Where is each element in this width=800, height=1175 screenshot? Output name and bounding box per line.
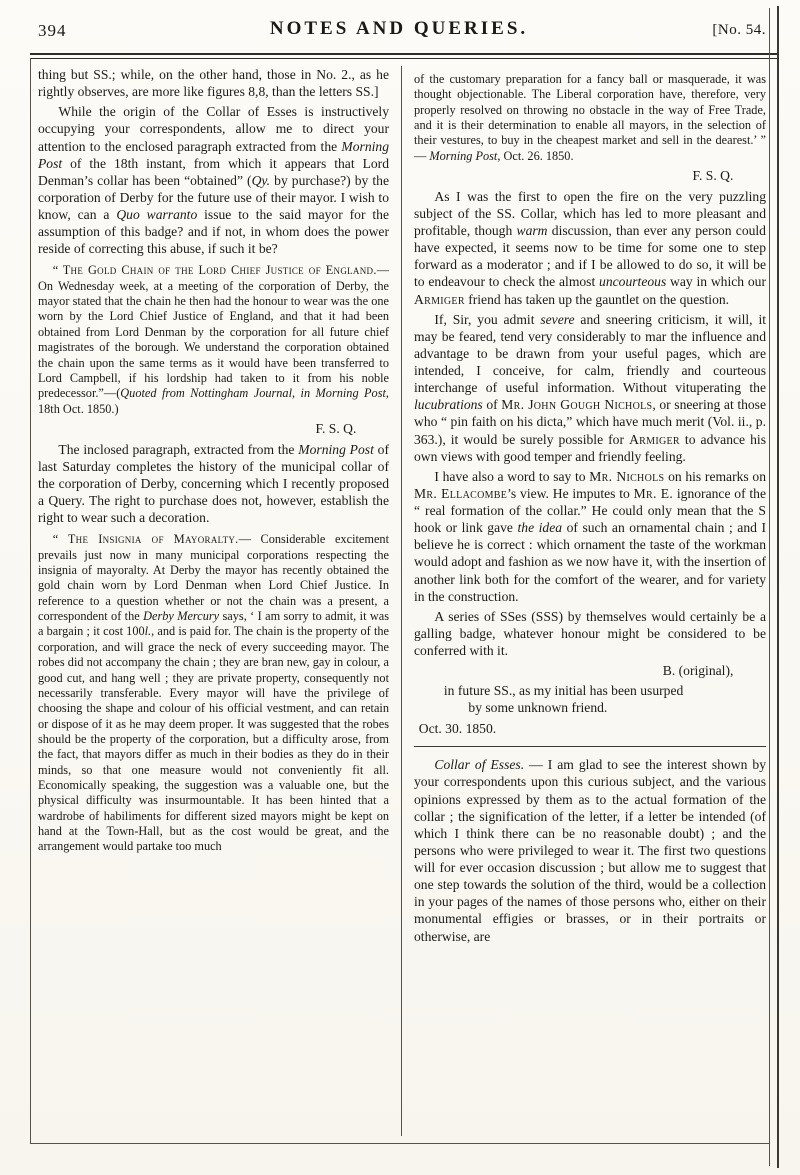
text-run: way in which our xyxy=(666,274,766,290)
text-run: to advance his own views with good temper and friendly feeling. xyxy=(414,431,766,464)
text-run: — I am glad to see the interest shown by your correspondents upon this curious subject, and the various opinions expressed by them as to the actual formation of the collar ; the signification of the letter, if a letter be intended (of which I think there can be no reasonable doubt) ; and the persons who were privileged to wear it. The first two questions will for ever occasion discussion ; but allow me to suggest that one step towards the solution of the third, would be a collection in your pages of the names of those persons who, either on their monumental effigies or brasses, or in their portraits or otherwise, are xyxy=(414,757,766,944)
smallcaps-name: Armiger xyxy=(629,431,680,447)
italic-text: Collar of Esses. xyxy=(434,757,525,773)
italic-text: the idea xyxy=(517,520,563,536)
signature xyxy=(38,420,389,438)
italic-text: Quo warranto xyxy=(116,207,198,222)
quoted-extract-continuation xyxy=(414,72,766,164)
text-run: and sneering criticism, it will, it may be feared, tend very considerably to mar the influence and advantage to be drawn from your useful pages, which are intended, I conceive, for calm, friendly and courteous interchange of useful information. Without vituperating the xyxy=(414,311,766,396)
text-run: “ xyxy=(52,532,68,547)
paragraph xyxy=(38,441,389,527)
italic-text: l. xyxy=(144,624,152,639)
italic-text: Morning Post xyxy=(298,441,374,457)
text-run: in future SS., as my initial has been usurped xyxy=(443,682,684,698)
text-run: , or sneering at those who “ pin faith on his dicta,” which have much merit (Vol. ii., p. 363.), it would be surely possible for xyxy=(414,397,767,447)
text-run: friend has taken up the gauntlet on the question. xyxy=(464,291,730,307)
text-run: of such an ornamental chain ; and I believe he is correct : which ornament the taste of the workman would adopt and fashion as we now have it, with the insertion of another link both for the comfort of the wearer, and for variety in the construction. xyxy=(414,520,766,604)
paragraph xyxy=(38,103,389,257)
text-run: Oct. 30. 1850. xyxy=(418,721,497,737)
text-run: by some unknown friend. xyxy=(468,700,608,715)
signature-continuation xyxy=(414,682,766,699)
smallcaps-name: The Insignia of Mayoralty. xyxy=(67,532,239,547)
italic-text: severe xyxy=(540,311,575,327)
italic-text: Quoted from Nottingham Journal, in Morning Post, xyxy=(120,386,389,401)
paragraph xyxy=(414,468,766,605)
text-run: of the customary preparation for a fancy ball or masquerade, it was thought objectionable. The Liberal corporation have, therefore, very properly resolved on throwing no obstacle in the way of Free Trade, and it is their determination to enable all mayors, in the selection of their vestures, to buy in the cheapest market and sell in the dearest.’ ” — xyxy=(414,72,766,163)
text-run: —On Wednesday week, at a meeting of the corporation of Derby, the mayor stated that the chain he then had the honour to wear was the one worn by the Lord Chief Justice of England, and that it had been obtained from Lord Denman by the corporation for all future chief magistrates of the borough. We understand the corporation obtained the chain upon the same terms as it would have been transferred to Lord Campbell, if his lordship had taken to it from his noble predecessor.”—( xyxy=(38,263,389,401)
text-run: ’s view. He imputes to xyxy=(507,485,634,501)
paragraph xyxy=(414,608,766,659)
smallcaps-name: Mr. E. xyxy=(633,485,674,501)
content-columns xyxy=(38,66,766,1138)
text-run: of xyxy=(482,397,502,413)
page-number: 394 xyxy=(38,21,67,40)
text-run: B. (original), xyxy=(662,663,734,679)
text-run: — Considerable excitement prevails just now in many municipal corporations respecting the insignia of mayoralty. At Derby the mayor has recently obtained the gold chain worn by Lord Denman when Lord Chief Justice. In reference to a question whether or not the chain was a present, a correspondent of the xyxy=(38,532,389,624)
italic-text: Morning Post, xyxy=(429,148,501,163)
text-run: As I was the first to open the fire on the very puzzling subject of the SS. Collar, which has led to more pleasant and profitable, though xyxy=(414,188,766,239)
italic-text: uncourteous xyxy=(599,274,667,290)
signature xyxy=(414,662,766,680)
text-run: ignorance of the “ real formation of the collar.” He could only mean that the S hook or link gave xyxy=(414,485,767,536)
text-run: While the origin of the Collar of Esses is instructively occupying your correspondents, allow me to direct your attention to the enclosed paragraph extracted from the xyxy=(38,104,389,154)
page-title: NOTES AND QUERIES. xyxy=(269,18,529,39)
text-run: F. S. Q. xyxy=(692,168,734,184)
italic-text: Morning Post xyxy=(38,138,389,171)
right-frame-rule-inner xyxy=(769,8,770,1166)
smallcaps-name: Mr. John Gough Nichols xyxy=(501,397,653,413)
column-divider xyxy=(401,66,402,1136)
text-run: I have also a word to say to xyxy=(434,468,590,484)
text-run: 18th Oct. 1850.) xyxy=(38,401,119,416)
text-run: issue to the said mayor for the assumption of this badge? and if not, in whom does the power reside of correcting this abuse, if such it be? xyxy=(38,207,389,257)
left-frame-rule xyxy=(30,58,31,1144)
header-rule xyxy=(30,53,777,59)
page-header xyxy=(30,16,768,48)
text-run: discussion, than ever any person could have expected, it seems now to be time for some one to step forward as a moderator ; and if I be allowed to do so, it will be to endeavour to check the almost xyxy=(414,223,766,290)
smallcaps-name: Armiger xyxy=(414,291,465,307)
left-column xyxy=(38,66,389,1138)
text-run: The inclosed paragraph, extracted from the xyxy=(58,441,299,457)
quoted-extract xyxy=(38,532,389,855)
paragraph xyxy=(414,756,766,944)
italic-text: Derby Mercury xyxy=(143,609,220,624)
text-run: If, Sir, you admit xyxy=(434,311,541,327)
text-run: , and is paid for. The chain is the property of the corporation, and will grace the neck of every succeeding mayor. The robes did not accompany the chain ; they are bran new, gay in colour, a good cut, and hang well ; they are private property, consequently not necessarily transferable. Every mayor will have the privilege of choosing the shape and colour of his official vestment, and can retain or dispose of it as he may deem proper. It was suggested that the robes should be the property of the corporation, but a difficulty arose, from the fact, that mayors differ as much in their bodies as they do in their minds, so that one measure would not conveniently fit all. Economically speaking, the suggestion was a valuable one, but the physical difficulty was insurmountable. It has been hinted that a wardrobe of habiliments for different sized mayors might be kept on hand at the Town-Hall, but as the cost would be great, and the arrangement would partake too much xyxy=(38,624,389,854)
text-run: by purchase?) by the corporation of Derby for the future use of their mayor. I wish to know, can a xyxy=(38,172,389,222)
signature xyxy=(414,167,766,185)
text-run: F. S. Q. xyxy=(315,420,357,436)
smallcaps-name: The Gold Chain of the Lord Chief Justice of England. xyxy=(62,263,377,278)
text-run: on his remarks on xyxy=(664,468,766,484)
paragraph xyxy=(414,311,766,465)
quoted-extract xyxy=(38,263,389,417)
italic-text: Qy. xyxy=(251,172,271,188)
paragraph-continuation xyxy=(38,66,389,100)
signature-continuation xyxy=(414,699,766,716)
issue-number: [No. 54. xyxy=(712,22,766,38)
dateline xyxy=(414,720,766,737)
smallcaps-name: Mr. Ellacombe xyxy=(414,485,508,501)
italic-text: warm xyxy=(516,223,548,239)
text-run: says, ‘ I am sorry to admit, it was a bargain ; it cost 100 xyxy=(38,609,389,639)
right-column xyxy=(414,66,766,1138)
smallcaps-name: Mr. Nichols xyxy=(589,468,665,484)
text-run: of last Saturday completes the history of the municipal collar of the corporation of Derby, concerning which I recently proposed a Query. The right to purchase does not, however, establish the right to wear such a decoration. xyxy=(38,441,389,526)
italic-text: lucubrations xyxy=(414,397,483,413)
text-run: Oct. 26. 1850. xyxy=(500,148,574,163)
text-run: of the 18th instant, from which it appears that Lord Denman’s collar has been “obtained” ( xyxy=(38,155,389,188)
paragraph xyxy=(414,188,766,308)
text-run: thing but SS.; while, on the other hand, those in No. 2., as he rightly observes, are more like figures 8,8, than the letters SS.] xyxy=(38,67,389,100)
text-run: A series of SSes (SSS) by themselves would certainly be a galling badge, whatever honour might be considered to be conferred with it. xyxy=(414,608,766,659)
text-run: “ xyxy=(52,263,63,278)
section-divider xyxy=(414,746,766,747)
bottom-rule xyxy=(30,1143,770,1144)
right-frame-rule-outer xyxy=(777,6,779,1168)
